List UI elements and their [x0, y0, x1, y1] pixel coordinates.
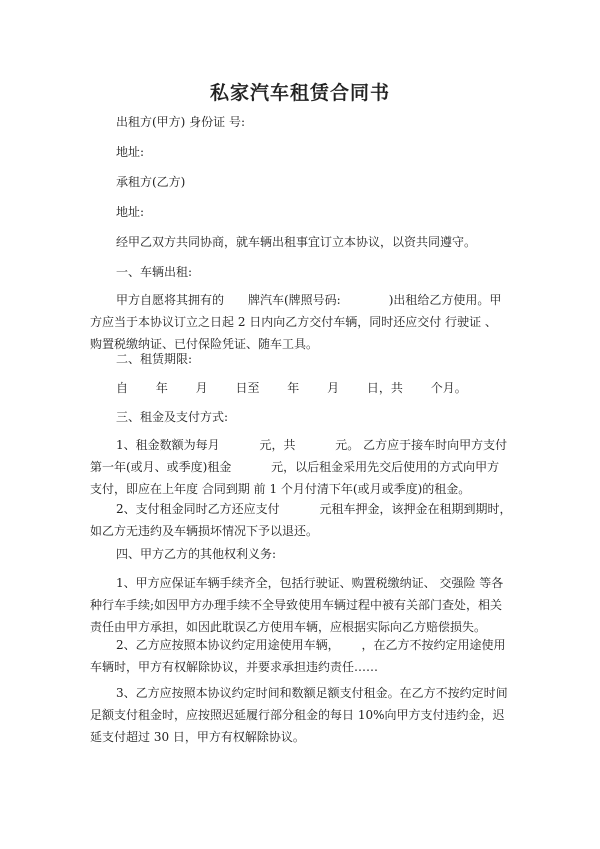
section4-paragraph-1: [90, 572, 520, 638]
document-title: 私家汽车租赁合同书: [209, 82, 390, 104]
paragraph-line: 甲方自愿将其拥有的 牌汽车(牌照号码: )出租给乙方使用。甲: [116, 293, 502, 307]
lessor-address: 地址:: [116, 145, 145, 159]
paragraph-line: 3、乙方应按照本协议约定时间和数额足额支付租金。在乙方不按约定时间: [116, 686, 508, 700]
section3-paragraph-1: [90, 434, 520, 500]
rental-period-line: 自 年 月 日至 年 月 日，共 个月。: [116, 381, 467, 395]
paragraph-line: 足额支付租金时，应按照迟延履行部分租金的每日 10%向甲方支付违约金，迟: [90, 708, 505, 722]
section1-heading: 一、车辆出租:: [116, 265, 193, 279]
lessor-line: 出租方(甲方) 身份证 号:: [116, 115, 246, 129]
paragraph-line: 第一年(或月、或季度)租金 元，以后租金采用先交后使用的方式向甲方: [90, 460, 500, 474]
section2-heading: 二、租赁期限:: [116, 352, 193, 366]
paragraph-line: 支付，即应在上年度 合同到期 前 1 个月付清下年(或月或季度)的租金。: [90, 482, 471, 496]
section4-paragraph-3: [90, 682, 520, 748]
lessee-line: 承租方(乙方): [116, 175, 186, 189]
paragraph-line: 1、租金数额为每月 元，共 元。 乙方应于接车时向甲方支付: [116, 438, 508, 452]
lessee-address: 地址:: [116, 205, 145, 219]
paragraph-line: 责任由甲方承担，如因此耽误乙方使用车辆，应根据实际向乙方赔偿损失。: [90, 620, 487, 634]
paragraph-line: 车辆时，甲方有权解除协议，并要求承担违约责任……: [90, 660, 379, 674]
section4-paragraph-2: [90, 634, 520, 678]
paragraph-line: 1、甲方应保证车辆手续齐全，包括行驶证、购置税缴纳证、 交强险 等各: [116, 576, 504, 590]
section3-paragraph-2: [90, 498, 520, 542]
paragraph-line: 延支付超过 30 日，甲方有权解除协议。: [90, 730, 305, 744]
paragraph-line: 2、支付租金同时乙方还应支付 元租车押金，该押金在租期到期时，: [116, 502, 512, 516]
section3-heading: 三、租金及支付方式:: [116, 410, 229, 424]
paragraph-line: 方应当于本协议订立之日起 2 日内向乙方交付车辆，同时还应交付 行驶证 、: [90, 315, 497, 329]
paragraph-line: 种行车手续;如因甲方办理手续不全导致使用车辆过程中被有关部门查处，相关: [90, 598, 503, 612]
paragraph-line: 购置税缴纳证、已付保险凭证、随车工具。: [90, 337, 319, 351]
section4-heading: 四、甲方乙方的其他权利义务:: [116, 547, 277, 561]
paragraph-line: 如乙方无违约及车辆损坏情况下予以退还。: [90, 524, 319, 538]
intro-line: 经甲乙双方共同协商，就车辆出租事宜订立本协议，以资共同遵守。: [116, 235, 477, 249]
section1-paragraph: [90, 289, 520, 355]
paragraph-line: 2、乙方应按照本协议约定用途使用车辆， ，在乙方不按约定用途使用: [116, 638, 506, 652]
